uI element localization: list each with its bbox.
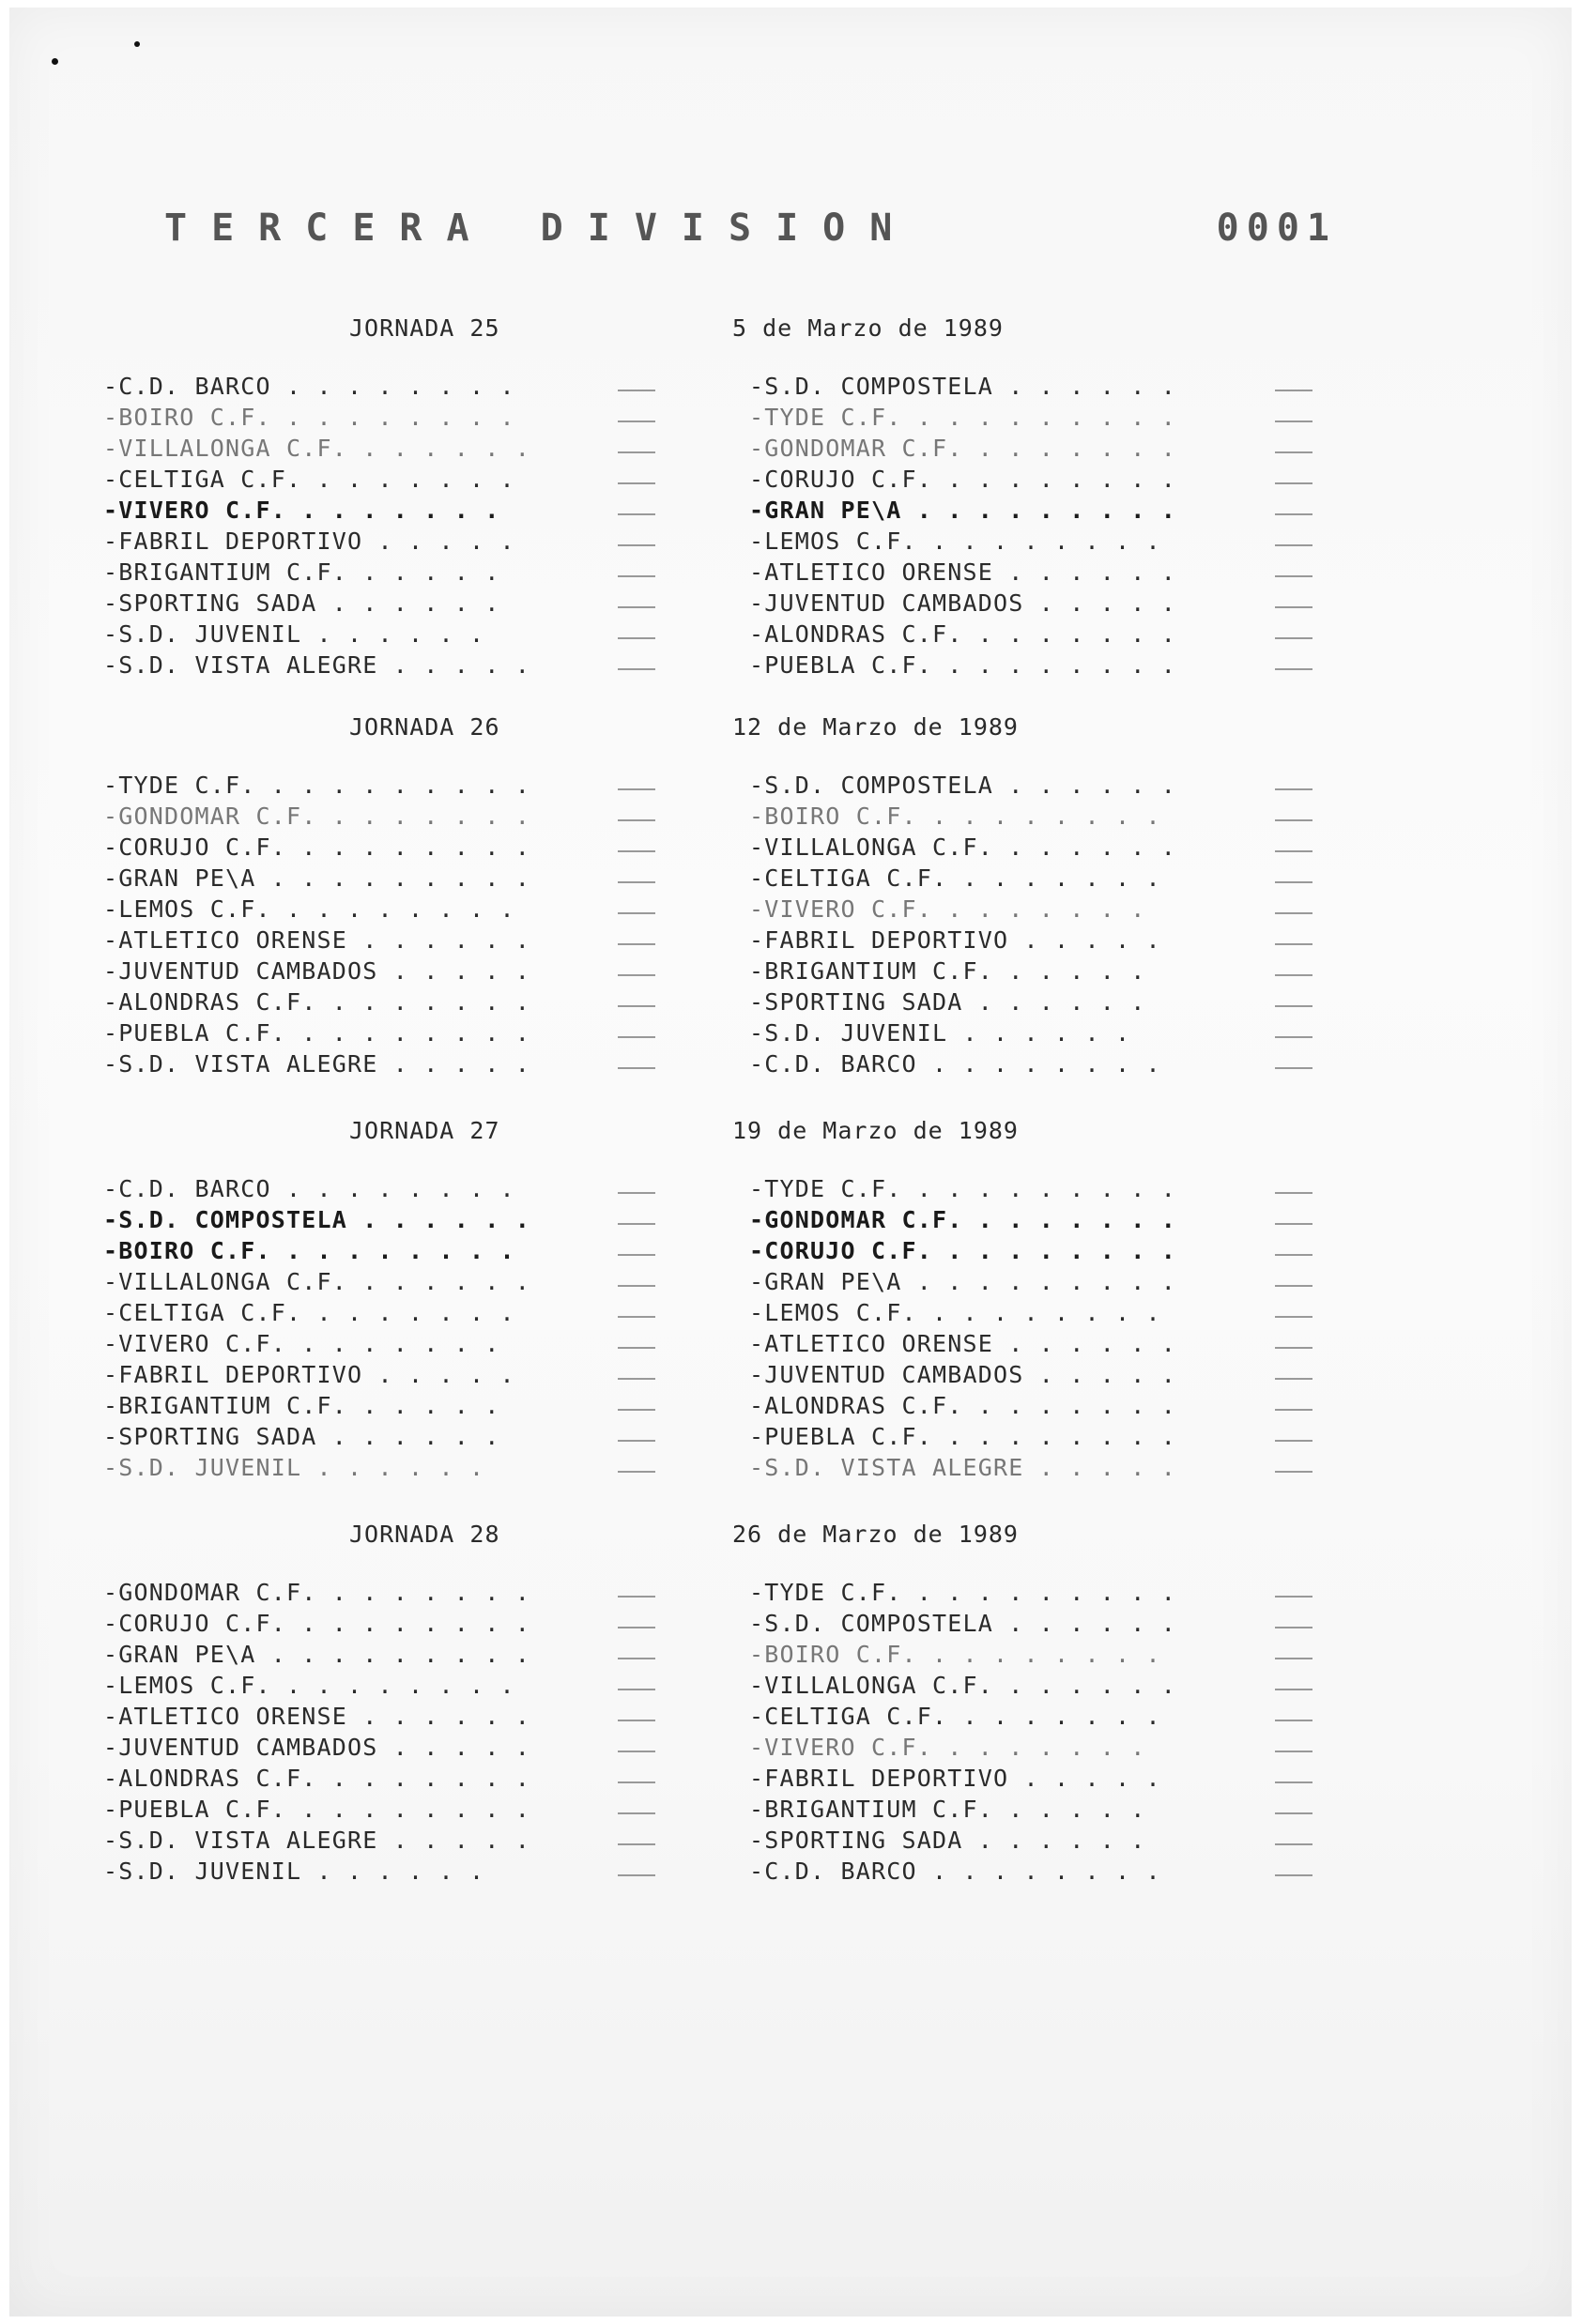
jornada-date: 19 de Marzo de 1989 <box>732 1117 1019 1144</box>
score-blank <box>1275 513 1312 515</box>
team-name: -GRAN PE\A . . . . . . . . . <box>749 497 1177 524</box>
score-blank <box>1275 912 1312 914</box>
score-blank <box>1275 1781 1312 1783</box>
fixture-row <box>749 986 1312 1017</box>
team-name: -S.D. COMPOSTELA . . . . . . <box>749 1610 1177 1637</box>
score-blank <box>1275 943 1312 945</box>
score-blank <box>618 1378 655 1380</box>
fixture-row <box>103 1825 667 1856</box>
fixture-row <box>749 832 1312 863</box>
fixture-row <box>103 1173 667 1204</box>
fixture-row <box>103 371 667 402</box>
score-blank <box>618 1316 655 1318</box>
team-name: -C.D. BARCO . . . . . . . . <box>749 1858 1161 1885</box>
score-blank <box>1275 850 1312 852</box>
fixture-row <box>749 801 1312 832</box>
ink-speck <box>52 58 58 65</box>
fixture-row <box>749 495 1312 526</box>
fixture-row <box>103 1328 667 1359</box>
team-name: -JUVENTUD CAMBADOS . . . . . <box>749 1361 1177 1388</box>
team-name: -ATLETICO ORENSE . . . . . . <box>749 558 1177 586</box>
fixture-row <box>103 1701 667 1732</box>
team-name: -BRIGANTIUM C.F. . . . . . <box>103 558 500 586</box>
team-name: -S.D. VISTA ALEGRE . . . . . <box>749 1454 1177 1481</box>
home-team-column <box>103 770 667 1079</box>
team-name: -VILLALONGA C.F. . . . . . . <box>749 833 1177 861</box>
team-name: -TYDE C.F. . . . . . . . . . <box>749 1579 1177 1606</box>
fixture-row <box>749 1794 1312 1825</box>
team-name: -CELTIGA C.F. . . . . . . . <box>749 864 1161 892</box>
score-blank <box>1275 1036 1312 1038</box>
team-name: -GONDOMAR C.F. . . . . . . . <box>103 1579 531 1606</box>
fixture-row <box>103 863 667 894</box>
fixture-row <box>749 1421 1312 1452</box>
team-name: -C.D. BARCO . . . . . . . . <box>103 373 515 400</box>
team-name: -ATLETICO ORENSE . . . . . . <box>103 926 531 954</box>
team-name: -JUVENTUD CAMBADOS . . . . . <box>103 1734 531 1761</box>
fixture-row <box>749 1825 1312 1856</box>
score-blank <box>618 1036 655 1038</box>
score-blank <box>618 606 655 608</box>
score-blank <box>618 1812 655 1814</box>
fixture-row <box>103 526 667 557</box>
team-name: -GONDOMAR C.F. . . . . . . . <box>103 803 531 830</box>
score-blank <box>618 1781 655 1783</box>
score-blank <box>618 974 655 976</box>
team-name: -CORUJO C.F. . . . . . . . . <box>103 1610 531 1637</box>
score-blank <box>1275 668 1312 670</box>
fixture-row <box>749 1017 1312 1048</box>
fixture-row <box>103 1390 667 1421</box>
team-name: -VILLALONGA C.F. . . . . . . <box>749 1672 1177 1699</box>
team-name: -GRAN PE\A . . . . . . . . . <box>103 864 531 892</box>
score-blank <box>1275 1658 1312 1659</box>
team-name: -VIVERO C.F. . . . . . . . <box>749 1734 1146 1761</box>
score-blank <box>1275 788 1312 790</box>
score-blank <box>618 1192 655 1194</box>
team-name: -VILLALONGA C.F. . . . . . . <box>103 1268 531 1295</box>
score-blank <box>1275 1440 1312 1442</box>
fixture-row <box>749 925 1312 956</box>
team-name: -CORUJO C.F. . . . . . . . . <box>103 833 531 861</box>
team-name: -LEMOS C.F. . . . . . . . . <box>749 1299 1161 1326</box>
score-blank <box>1275 1409 1312 1411</box>
jornada-label: JORNADA 25 <box>349 314 500 342</box>
score-blank <box>1275 544 1312 546</box>
jornada-label: JORNADA 26 <box>349 713 500 741</box>
team-name: -C.D. BARCO . . . . . . . . <box>749 1050 1161 1078</box>
score-blank <box>618 1596 655 1598</box>
fixture-row <box>103 1048 667 1079</box>
score-blank <box>1275 606 1312 608</box>
score-blank <box>1275 1254 1312 1256</box>
fixture-row <box>103 894 667 925</box>
team-name: -S.D. VISTA ALEGRE . . . . . <box>103 1050 531 1078</box>
fixture-row <box>749 526 1312 557</box>
team-name: -S.D. JUVENIL . . . . . . <box>103 620 485 648</box>
jornada-date: 12 de Marzo de 1989 <box>732 713 1019 741</box>
fixture-row <box>749 1173 1312 1204</box>
fixture-row <box>749 1577 1312 1608</box>
away-team-column <box>749 1173 1312 1483</box>
team-name: -CELTIGA C.F. . . . . . . . <box>103 1299 515 1326</box>
fixture-row <box>103 1235 667 1266</box>
score-blank <box>618 390 655 391</box>
score-blank <box>618 1223 655 1225</box>
fixture-row <box>103 1794 667 1825</box>
home-team-column <box>103 371 667 680</box>
score-blank <box>1275 1471 1312 1473</box>
score-blank <box>618 1285 655 1287</box>
score-blank <box>1275 1812 1312 1814</box>
score-blank <box>1275 1596 1312 1598</box>
team-name: -GRAN PE\A . . . . . . . . . <box>103 1641 531 1668</box>
fixture-row <box>103 1421 667 1452</box>
jornada-section <box>0 1117 1581 1481</box>
score-blank <box>1275 1627 1312 1628</box>
score-blank <box>1275 1347 1312 1349</box>
fixture-row <box>749 1856 1312 1887</box>
fixture-row <box>103 1577 667 1608</box>
team-name: -JUVENTUD CAMBADOS . . . . . <box>103 957 531 985</box>
score-blank <box>618 668 655 670</box>
fixture-row <box>749 770 1312 801</box>
away-team-column <box>749 1577 1312 1887</box>
jornada-date: 5 de Marzo de 1989 <box>732 314 1004 342</box>
team-name: -BOIRO C.F. . . . . . . . . <box>103 404 515 431</box>
fixture-row <box>749 464 1312 495</box>
team-name: -FABRIL DEPORTIVO . . . . . <box>749 1765 1161 1792</box>
fixture-row <box>749 1297 1312 1328</box>
fixture-row <box>103 956 667 986</box>
fixture-row <box>749 894 1312 925</box>
jornada-date: 26 de Marzo de 1989 <box>732 1521 1019 1548</box>
fixture-row <box>103 1017 667 1048</box>
ink-speck <box>134 41 140 47</box>
fixture-row <box>103 1359 667 1390</box>
document-number: 0001 <box>1216 206 1337 250</box>
team-name: -TYDE C.F. . . . . . . . . . <box>749 1175 1177 1202</box>
score-blank <box>1275 1751 1312 1752</box>
team-name: -ALONDRAS C.F. . . . . . . . <box>103 1765 531 1792</box>
fixture-row <box>103 1608 667 1639</box>
score-blank <box>618 575 655 577</box>
score-blank <box>618 1347 655 1349</box>
home-team-column <box>103 1577 667 1887</box>
score-blank <box>1275 1316 1312 1318</box>
fixture-row <box>103 588 667 619</box>
team-name: -CORUJO C.F. . . . . . . . . <box>749 466 1177 493</box>
team-name: -S.D. VISTA ALEGRE . . . . . <box>103 651 531 679</box>
score-blank <box>618 482 655 484</box>
team-name: -FABRIL DEPORTIVO . . . . . <box>103 1361 515 1388</box>
team-name: -ATLETICO ORENSE . . . . . . <box>749 1330 1177 1357</box>
team-name: -BOIRO C.F. . . . . . . . . <box>749 803 1161 830</box>
fixture-row <box>749 1048 1312 1079</box>
score-blank <box>618 1720 655 1721</box>
document-title: TERCERA DIVISION <box>164 206 917 250</box>
score-blank <box>618 451 655 453</box>
score-blank <box>618 1067 655 1069</box>
team-name: -LEMOS C.F. . . . . . . . . <box>749 527 1161 555</box>
fixture-row <box>749 1266 1312 1297</box>
fixture-row <box>103 1639 667 1670</box>
team-name: -VIVERO C.F. . . . . . . . <box>103 497 500 524</box>
score-blank <box>1275 1378 1312 1380</box>
score-blank <box>618 1440 655 1442</box>
team-name: -CELTIGA C.F. . . . . . . . <box>749 1703 1161 1730</box>
score-blank <box>618 420 655 422</box>
fixture-row <box>103 433 667 464</box>
score-blank <box>1275 390 1312 391</box>
fixture-row <box>103 986 667 1017</box>
team-name: -SPORTING SADA . . . . . . <box>749 988 1146 1016</box>
score-blank <box>618 1409 655 1411</box>
team-name: -S.D. VISTA ALEGRE . . . . . <box>103 1827 531 1854</box>
team-name: -S.D. JUVENIL . . . . . . <box>749 1019 1131 1047</box>
fixture-row <box>103 402 667 433</box>
score-blank <box>618 1471 655 1473</box>
score-blank <box>1275 974 1312 976</box>
score-blank <box>1275 1223 1312 1225</box>
fixture-row <box>749 1701 1312 1732</box>
team-name: -PUEBLA C.F. . . . . . . . . <box>103 1796 531 1823</box>
team-name: -BOIRO C.F. . . . . . . . . <box>103 1237 515 1264</box>
fixture-row <box>749 1328 1312 1359</box>
team-name: -VIVERO C.F. . . . . . . . <box>103 1330 500 1357</box>
fixture-row <box>749 1390 1312 1421</box>
team-name: -ALONDRAS C.F. . . . . . . . <box>103 988 531 1016</box>
fixture-row <box>749 1359 1312 1390</box>
score-blank <box>1275 1689 1312 1690</box>
fixture-row <box>103 832 667 863</box>
fixture-row <box>749 863 1312 894</box>
fixture-row <box>103 1856 667 1887</box>
team-name: -GRAN PE\A . . . . . . . . . <box>749 1268 1177 1295</box>
team-name: -TYDE C.F. . . . . . . . . . <box>103 772 531 799</box>
jornada-section <box>0 713 1581 1078</box>
score-blank <box>618 912 655 914</box>
team-name: -VIVERO C.F. . . . . . . . <box>749 895 1146 923</box>
jornada-label: JORNADA 27 <box>349 1117 500 1144</box>
team-name: -TYDE C.F. . . . . . . . . . <box>749 404 1177 431</box>
score-blank <box>1275 575 1312 577</box>
score-blank <box>1275 881 1312 883</box>
team-name: -VILLALONGA C.F. . . . . . . <box>103 435 531 462</box>
score-blank <box>618 1627 655 1628</box>
score-blank <box>618 1658 655 1659</box>
score-blank <box>618 943 655 945</box>
team-name: -JUVENTUD CAMBADOS . . . . . <box>749 589 1177 617</box>
score-blank <box>1275 819 1312 821</box>
fixture-row <box>749 371 1312 402</box>
team-name: -BOIRO C.F. . . . . . . . . <box>749 1641 1161 1668</box>
team-name: -C.D. BARCO . . . . . . . . <box>103 1175 515 1202</box>
fixture-row <box>749 956 1312 986</box>
fixture-row <box>103 650 667 680</box>
team-name: -GONDOMAR C.F. . . . . . . . <box>749 1206 1177 1233</box>
fixture-row <box>103 1670 667 1701</box>
fixture-row <box>749 1732 1312 1763</box>
team-name: -FABRIL DEPORTIVO . . . . . <box>103 527 515 555</box>
team-name: -CELTIGA C.F. . . . . . . . <box>103 466 515 493</box>
score-blank <box>1275 1005 1312 1007</box>
fixture-row <box>103 770 667 801</box>
team-name: -PUEBLA C.F. . . . . . . . . <box>749 651 1177 679</box>
team-name: -SPORTING SADA . . . . . . <box>749 1827 1146 1854</box>
fixture-row <box>103 925 667 956</box>
score-blank <box>618 881 655 883</box>
fixture-row <box>749 588 1312 619</box>
away-team-column <box>749 770 1312 1079</box>
fixture-row <box>749 1763 1312 1794</box>
jornada-section <box>0 314 1581 679</box>
team-name: -ALONDRAS C.F. . . . . . . . <box>749 620 1177 648</box>
fixture-row <box>103 557 667 588</box>
team-name: -PUEBLA C.F. . . . . . . . . <box>749 1423 1177 1450</box>
fixture-row <box>103 1452 667 1483</box>
fixture-row <box>749 619 1312 650</box>
team-name: -SPORTING SADA . . . . . . <box>103 589 500 617</box>
team-name: -S.D. COMPOSTELA . . . . . . <box>103 1206 531 1233</box>
score-blank <box>618 1254 655 1256</box>
fixture-row <box>103 464 667 495</box>
score-blank <box>1275 482 1312 484</box>
score-blank <box>618 1689 655 1690</box>
score-blank <box>1275 1720 1312 1721</box>
fixture-row <box>749 433 1312 464</box>
score-blank <box>1275 1067 1312 1069</box>
fixture-row <box>103 495 667 526</box>
fixture-row <box>749 1608 1312 1639</box>
score-blank <box>618 513 655 515</box>
fixture-row <box>103 1204 667 1235</box>
team-name: -BRIGANTIUM C.F. . . . . . <box>749 957 1146 985</box>
team-name: -SPORTING SADA . . . . . . <box>103 1423 500 1450</box>
score-blank <box>618 544 655 546</box>
away-team-column <box>749 371 1312 680</box>
fixture-row <box>749 1452 1312 1483</box>
home-team-column <box>103 1173 667 1483</box>
fixture-row <box>749 650 1312 680</box>
team-name: -S.D. COMPOSTELA . . . . . . <box>749 373 1177 400</box>
team-name: -PUEBLA C.F. . . . . . . . . <box>103 1019 531 1047</box>
team-name: -ALONDRAS C.F. . . . . . . . <box>749 1392 1177 1419</box>
fixture-row <box>103 801 667 832</box>
score-blank <box>1275 1874 1312 1876</box>
fixture-row <box>749 1670 1312 1701</box>
fixture-row <box>103 1732 667 1763</box>
fixture-row <box>103 1763 667 1794</box>
jornada-label: JORNADA 28 <box>349 1521 500 1548</box>
team-name: -LEMOS C.F. . . . . . . . . <box>103 1672 515 1699</box>
team-name: -BRIGANTIUM C.F. . . . . . <box>103 1392 500 1419</box>
fixture-row <box>749 402 1312 433</box>
fixture-row <box>103 1297 667 1328</box>
team-name: -ATLETICO ORENSE . . . . . . <box>103 1703 531 1730</box>
team-name: -CORUJO C.F. . . . . . . . . <box>749 1237 1177 1264</box>
score-blank <box>618 819 655 821</box>
score-blank <box>618 1843 655 1845</box>
team-name: -GONDOMAR C.F. . . . . . . . <box>749 435 1177 462</box>
score-blank <box>1275 420 1312 422</box>
fixture-row <box>749 1204 1312 1235</box>
score-blank <box>1275 451 1312 453</box>
fixture-row <box>103 1266 667 1297</box>
fixture-row <box>103 619 667 650</box>
score-blank <box>618 1874 655 1876</box>
score-blank <box>618 1751 655 1752</box>
team-name: -S.D. COMPOSTELA . . . . . . <box>749 772 1177 799</box>
team-name: -LEMOS C.F. . . . . . . . . <box>103 895 515 923</box>
team-name: -S.D. JUVENIL . . . . . . <box>103 1454 485 1481</box>
team-name: -BRIGANTIUM C.F. . . . . . <box>749 1796 1146 1823</box>
team-name: -S.D. JUVENIL . . . . . . <box>103 1858 485 1885</box>
jornada-section <box>0 1521 1581 1885</box>
team-name: -FABRIL DEPORTIVO . . . . . <box>749 926 1161 954</box>
score-blank <box>618 788 655 790</box>
document-header <box>0 206 1581 263</box>
score-blank <box>1275 1285 1312 1287</box>
fixture-row <box>749 1235 1312 1266</box>
score-blank <box>618 1005 655 1007</box>
score-blank <box>1275 637 1312 639</box>
score-blank <box>618 637 655 639</box>
fixture-row <box>749 1639 1312 1670</box>
score-blank <box>1275 1843 1312 1845</box>
fixture-row <box>749 557 1312 588</box>
score-blank <box>1275 1192 1312 1194</box>
score-blank <box>618 850 655 852</box>
